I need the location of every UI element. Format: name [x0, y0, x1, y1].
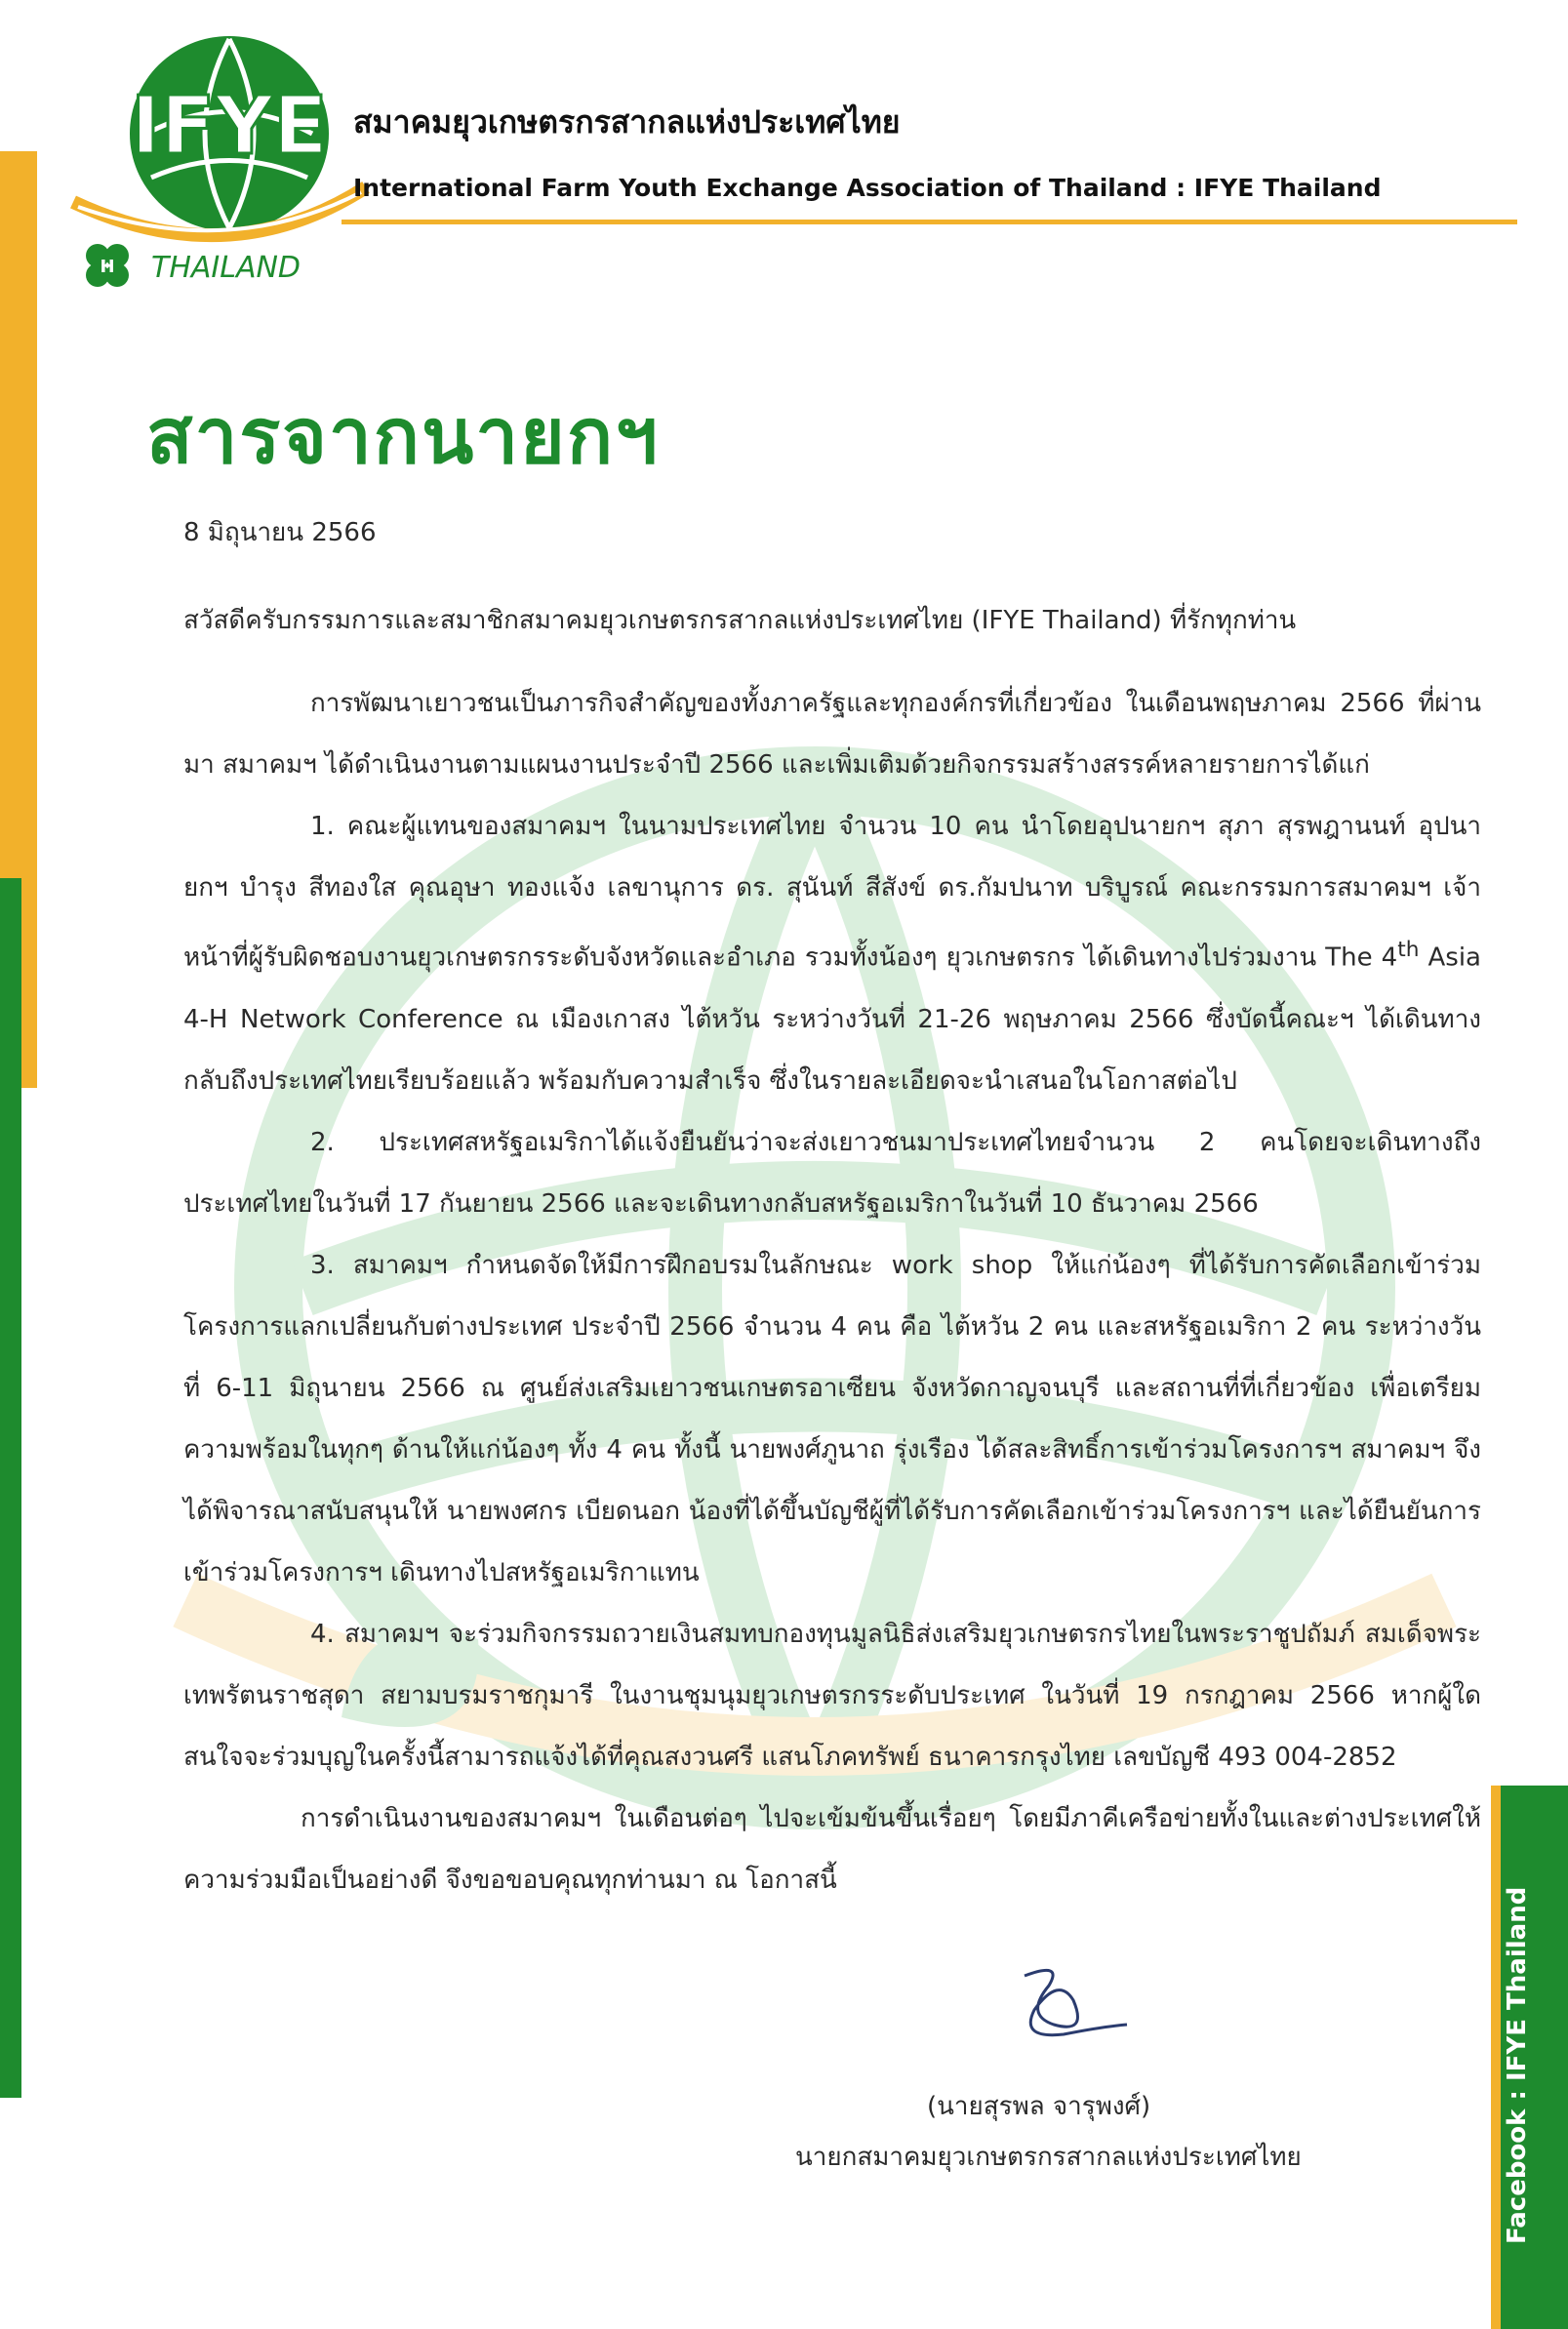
greeting: สวัสดีครับกรรมการและสมาชิกสมาคมยุวเกษตรกรสากลแห่งประเทศไทย (IFYE Thailand) ที่รักทุกท่าน: [183, 606, 1297, 635]
item-1-text-cont: Asia 4-H Network Conference ณ เมืองเกาสง ไต้หวัน ระหว่างวันที่ 21-26 พฤษภาคม 2566 ซึ่งบัดนี้คณะฯ ได้เดินทางกลับถึงประเทศไทยเรียบร้อยแล้ว พร้อมกับความสำเร็จ ซึ่งในรายละเอียดจะนำเสนอในโอกาสต่อไป: [183, 943, 1481, 1096]
item-1-superscript: th: [1397, 938, 1420, 962]
svg-text:H: H: [100, 257, 115, 277]
signer-title: นายกสมาคมยุวเกษตรกรสากลแห่งประเทศไทย: [795, 2143, 1302, 2172]
closing-paragraph: การดำเนินงานของสมาคมฯ ในเดือนต่อๆ ไปจะเข้มข้นขึ้นเรื่อยๆ โดยมีภาคีเครือข่ายทั้งในและต่างประเทศให้ความร่วมมือเป็นอย่างดี จึงขอขอบคุณทุกท่านมา ณ โอกาสนี้: [183, 1803, 1481, 1895]
item-4: 4. สมาคมฯ จะร่วมกิจกรรมถวายเงินสมทบกองทุนมูลนิธิส่งเสริมยุวเกษตรกรไทยในพระราชูปถัมภ์ สมเด็จพระเทพรัตนราชสุดา สยามบรมราชกุมารี ในงานชุมนุมยุวเกษตรกรระดับประเทศ ในวันที่ 19 กรกฎาคม 2566 หากผู้ใดสนใจจะร่วมบุญในครั้งนี้สามารถแจ้งได้ที่คุณสงวนศรี แสนโภคทรัพย์ ธนาคารกรุงไทย เลขบัญชี 493 004-2852: [183, 1619, 1481, 1772]
letter-date: 8 มิถุนายน 2566: [183, 518, 377, 547]
letter-body: [183, 673, 1481, 1911]
header-divider: [342, 220, 1517, 224]
item-1: [183, 796, 1481, 1112]
item-3: 3. สมาคมฯ กำหนดจัดให้มีการฝึกอบรมในลักษณะ work shop ให้แก่น้องๆ ที่ได้รับการคัดเลือกเข้าร่วมโครงการแลกเปลี่ยนกับต่างประเทศ ประจำปี 2566 จำนวน 4 คน คือ ไต้หวัน 2 คน และสหรัฐอเมริกา 2 คน ระหว่างวันที่ 6-11 มิถุนายน 2566 ณ ศูนย์ส่งเสริมเยาวชนเกษตรอาเซียน จังหวัดกาญจนบุรี และสถานที่ที่เกี่ยวข้อง เพื่อเตรียมความพร้อมในทุกๆ ด้านให้แก่น้องๆ ทั้ง 4 คน ทั้งนี้ นายพงศ์ภูนาถ รุ่งเรือง ได้สละสิทธิ์การเข้าร่วมโครงการฯ สมาคมฯ จึงได้พิจารณาสนับสนุนให้ นายพงศกร เบียดนอก น้องที่ได้ขึ้นบัญชีผู้ที่ได้รับการคัดเลือกเข้าร่วมโครงการฯ และได้ยืนยันการเข้าร่วมโครงการฯ เดินทางไปสหรัฐอเมริกาแทน: [183, 1250, 1481, 1587]
facebook-label: Facebook : IFYE Thailand: [1503, 1886, 1532, 2244]
page-title: สารจากนายกฯ: [146, 393, 660, 481]
ifye-logo: [54, 21, 376, 314]
item-1-text: 1. คณะผู้แทนของสมาคมฯ ในนามประเทศไทย จำนวน 10 คน นำโดยอุปนายกฯ สุภา สุรพฎานนท์ อุปนายกฯ บำรุง สีทองใส คุณอุษา ทองแจ้ง เลขานุการ ดร. สุนันท์ สีสังข์ ดร.กัมปนาท บริบูรณ์ คณะกรรมการสมาคมฯ เจ้าหน้าที่ผู้รับผิดชอบงานยุวเกษตรกรระดับจังหวัดและอำเภอ รวมทั้งน้องๆ ยุวเกษตรกร ได้เดินทางไปร่วมงาน The 4: [183, 812, 1481, 973]
item-2: 2. ประเทศสหรัฐอเมริกาได้แจ้งยืนยันว่าจะส่งเยาวชนมาประเทศไทยจำนวน 2 คนโดยจะเดินทางถึงประเทศไทยในวันที่ 17 กันยายน 2566 และจะเดินทางกลับสหรัฐอเมริกาในวันที่ 10 ธันวาคม 2566: [183, 1127, 1481, 1219]
right-yellow-bar: [1491, 1786, 1501, 2329]
intro-paragraph: การพัฒนาเยาวชนเป็นภารกิจสำคัญของทั้งภาครัฐและทุกองค์กรที่เกี่ยวข้อง ในเดือนพฤษภาคม 2566 ที่ผ่านมา สมาคมฯ ได้ดำเนินงานตามแผนงานประจำปี 2566 และเพิ่มเติมด้วยกิจกรรมสร้างสรรค์หลายรายการได้แก่: [183, 689, 1481, 780]
clover-icon: [86, 244, 129, 287]
signature: [995, 1956, 1132, 2049]
org-name-english: International Farm Youth Exchange Association of Thailand : IFYE Thailand: [353, 174, 1382, 202]
left-green-bar: [0, 878, 21, 2098]
signer-name: (นายสุรพล จารุพงศ์): [927, 2092, 1151, 2121]
org-name-thai: สมาคมยุวเกษตรกรสากลแห่งประเทศไทย: [353, 103, 901, 141]
svg-text:THAILAND: THAILAND: [151, 251, 302, 285]
svg-text:IFYE: IFYE: [131, 80, 328, 173]
